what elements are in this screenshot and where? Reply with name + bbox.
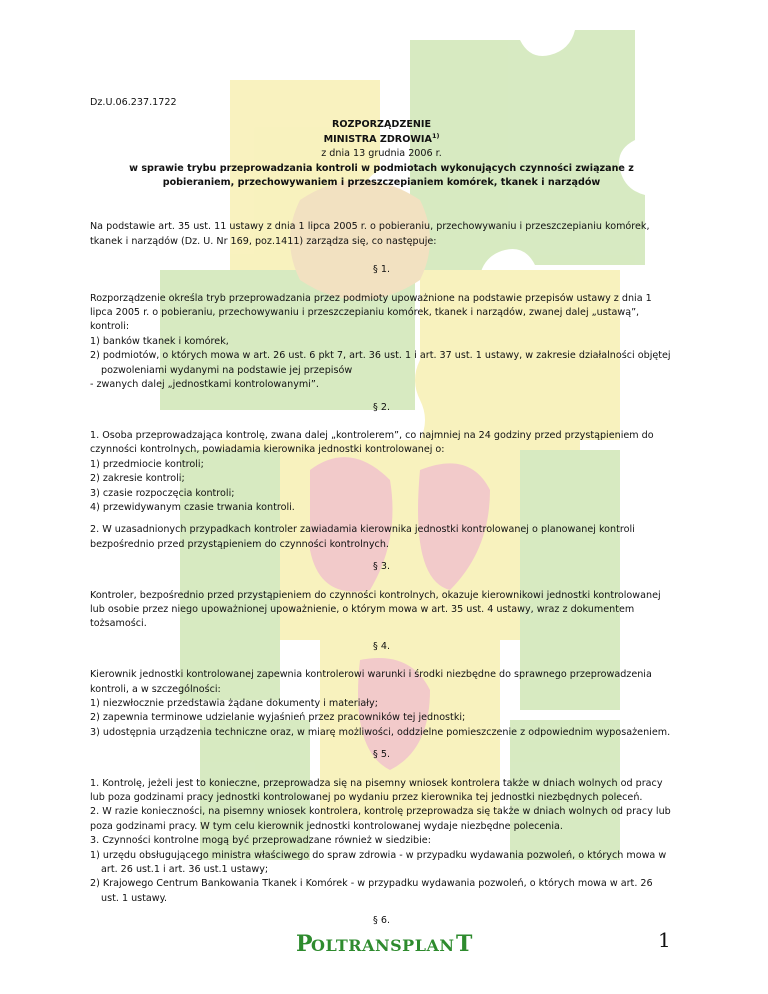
- list-item: 4) przewidywanym czasie trwania kontroli.: [90, 501, 295, 513]
- section-5-paragraph-2: 2. W razie konieczności, na pisemny wniosek kontrolera, kontrolę przeprowadza się także w dniach wolnych od pracy lub poza godzinami pracy. W tym celu kierownik jednostki kontrolowanej wydaje niezbędne polecenia.: [90, 806, 671, 832]
- section-1-heading: § 1.: [373, 264, 390, 276]
- list-item: 2) Krajowego Centrum Bankowania Tkanek i Komórek - w przypadku wydawania pozwoleń, o których mowa w art. 26 ust. 1 ustawy.: [90, 878, 653, 904]
- document-date: z dnia 13 grudnia 2006 r.: [321, 148, 442, 160]
- section-5-heading: § 5.: [373, 749, 390, 761]
- list-item: 3) czasie rozpoczęcia kontroli;: [90, 487, 235, 499]
- list-item: 1) banków tkanek i komórek,: [90, 335, 229, 347]
- subject-line-1: w sprawie trybu przeprowadzania kontroli w podmiotach wykonujących czynności związane z: [129, 162, 634, 174]
- svg-text:T: T: [456, 931, 473, 956]
- section-4-heading: § 4.: [373, 640, 390, 652]
- section-2-list: [90, 458, 673, 516]
- list-item: 1) przedmiocie kontroli;: [90, 458, 204, 470]
- document-subject: [90, 162, 673, 191]
- poltransplant-logo: [296, 930, 476, 956]
- list-item: 3) udostępnia urządzenia techniczne oraz, w miarę możliwości, oddzielne pomieszczenie z odpowiednim wyposażeniem.: [90, 726, 671, 738]
- list-item: 2) zapewnia terminowe udzielanie wyjaśnień przez pracowników tej jednostki;: [90, 712, 466, 724]
- intro-paragraph: Na podstawie art. 35 ust. 11 ustawy z dnia 1 lipca 2005 r. o pobieraniu, przechowywaniu i przeszczepianiu komórek, tkanek i narządów (Dz. U. Nr 169, poz.1411) zarządza się, co następuje:: [90, 221, 650, 247]
- section-1-list: [90, 335, 673, 378]
- list-item: 2) zakresie kontroli;: [90, 473, 185, 485]
- section-4-text: Kierownik jednostki kontrolowanej zapewnia kontrolerowi warunki i środki niezbędne do sprawnego przeprowadzenia kontroli, a w szczególności:: [90, 669, 652, 695]
- section-1-closing: - zwanych dalej „jednostkami kontrolowanymi”.: [90, 379, 319, 391]
- section-2-paragraph-2: 2. W uzasadnionych przypadkach kontroler zawiadamia kierownika jednostki kontrolowanej o planowanej kontroli bezpośrednio przed przystąpieniem do czynności kontrolnych.: [90, 524, 635, 550]
- section-4-list: [90, 697, 673, 740]
- issuer-text: MINISTRA ZDROWIA: [323, 133, 432, 145]
- section-5-paragraph-3: 3. Czynności kontrolne mogą być przeprowadzane również w siedzibie:: [90, 835, 431, 847]
- list-item: 1) urzędu obsługującego ministra właściwego do spraw zdrowia - w przypadku wydawania pozwoleń, o których mowa w art. 26 ust.1 i art. 36 ust.1 ustawy;: [90, 849, 667, 876]
- subject-line-2: pobieraniem, przechowywaniem i przeszczepianiem komórek, tkanek i narządów: [162, 177, 601, 189]
- section-3-heading: § 3.: [373, 561, 390, 573]
- section-2-heading: § 2.: [373, 401, 390, 413]
- svg-text:P: P: [296, 931, 313, 956]
- section-6-heading: § 6.: [373, 915, 390, 927]
- list-item: 1) niezwłocznie przedstawia żądane dokumenty i materiały;: [90, 698, 378, 709]
- section-2-paragraph-1: 1. Osoba przeprowadzająca kontrolę, zwana dalej „kontrolerem”, co najmniej na 24 godziny przed przystąpieniem do czynności kontrolnych, powiadamia kierownika jednostki kontrolowanej o:: [90, 429, 654, 456]
- list-item: 2) podmiotów, o których mowa w art. 26 ust. 6 pkt 7, art. 36 ust. 1 i art. 37 ust. 1 ustawy, w zakresie działalności objętej pozwoleniami wydanymi na podstawie jej przepisów: [90, 350, 671, 376]
- svg-text:OLTRANSPLAN: OLTRANSPLAN: [311, 936, 455, 955]
- page-number: 1: [658, 928, 671, 952]
- footnote-mark: 1): [431, 131, 440, 140]
- section-1-text: Rozporządzenie określa tryb przeprowadzania przez podmioty upoważnione na podstawie przepisów ustawy z dnia 1 lipca 2005 r. o pobieraniu, przechowywaniu i przeszczepianiu komórek, tkanek i narządów, zwanej dalej „ustawą”, kontroli:: [90, 292, 652, 333]
- section-5-paragraph-1: 1. Kontrolę, jeżeli jest to konieczne, przeprowadza się na pisemny wniosek kontrolera także w dniach wolnych od pracy lub poza godzinami pracy jednostki kontrolowanej po wydaniu przez kierownika tej jednostki niezbędnych poleceń.: [90, 777, 663, 804]
- document-reference: Dz.U.06.237.1722: [90, 97, 177, 108]
- section-3-text: Kontroler, bezpośrednio przed przystąpieniem do czynności kontrolnych, okazuje kierownikowi jednostki kontrolowanej lub osobie przez niego upoważnionej upoważnienie, o którym mowa w art. 35 ust. 4 ustawy, wraz z dokumentem tożsamości.: [90, 589, 661, 630]
- section-5-list: [90, 849, 673, 907]
- document-issuer: [90, 133, 673, 147]
- document-title: ROZPORZĄDZENIE: [331, 119, 432, 131]
